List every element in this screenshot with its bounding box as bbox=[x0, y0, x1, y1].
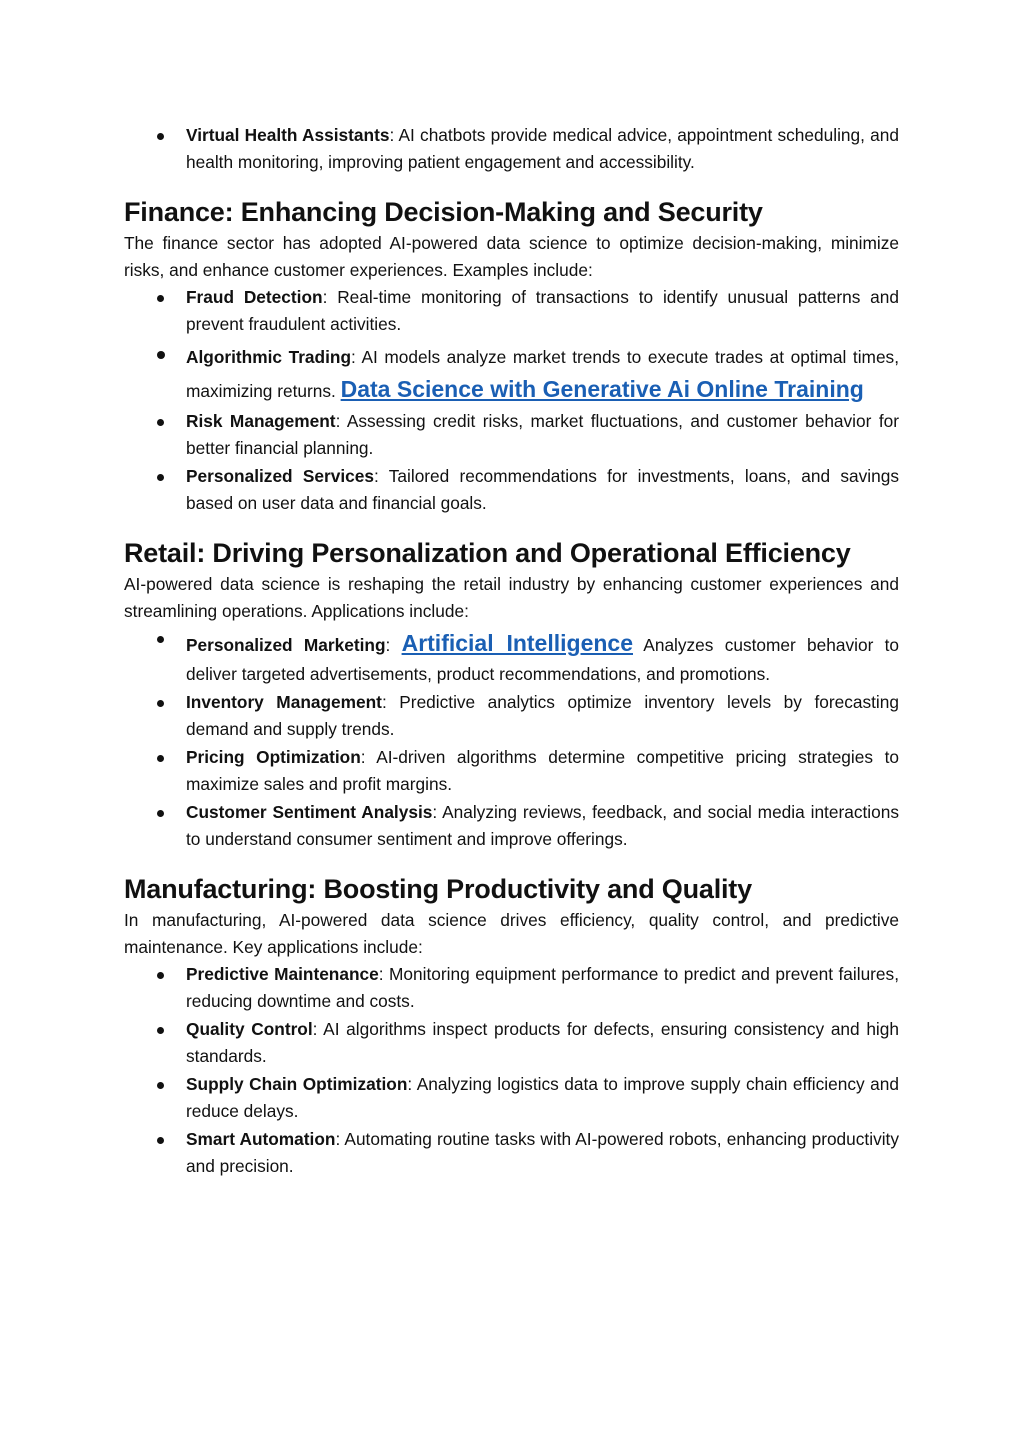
document-page bbox=[124, 122, 899, 1181]
item-text: : Predictive analytics optimize inventory levels by forecasting demand and supply trends. bbox=[186, 692, 899, 739]
section-paragraph-manufacturing: In manufacturing, AI-powered data science drives efficiency, quality control, and predictive maintenance. Key applications include: bbox=[124, 910, 899, 957]
item-term: Supply Chain Optimization bbox=[186, 1074, 408, 1094]
list-item bbox=[124, 799, 899, 853]
list-item bbox=[124, 689, 899, 743]
bullet-icon bbox=[157, 351, 165, 359]
item-term: Inventory Management bbox=[186, 692, 382, 712]
item-text: : Automating routine tasks with AI-powered robots, enhancing productivity and precision. bbox=[186, 1129, 899, 1176]
item-term: Personalized Services bbox=[186, 466, 374, 486]
list-item bbox=[124, 1071, 899, 1125]
section-paragraph-retail: AI-powered data science is reshaping the retail industry by enhancing customer experiences and streamlining operations. Applications include: bbox=[124, 574, 899, 621]
item-separator: : bbox=[385, 635, 391, 655]
artificial-intelligence-link[interactable]: Artificial Intelligence bbox=[401, 630, 633, 656]
item-term: Customer Sentiment Analysis bbox=[186, 802, 433, 822]
bullet-icon bbox=[157, 972, 164, 979]
list-item bbox=[124, 961, 899, 1015]
list-item bbox=[124, 625, 899, 688]
item-text: : Tailored recommendations for investments, loans, and savings based on user data and financial goals. bbox=[186, 466, 899, 513]
item-text: : Assessing credit risks, market fluctuations, and customer behavior for better financial planning. bbox=[186, 411, 899, 458]
bullet-icon bbox=[157, 133, 164, 140]
item-text: : AI chatbots provide medical advice, appointment scheduling, and health monitoring, improving patient engagement and accessibility. bbox=[186, 125, 899, 172]
item-term: Quality Control bbox=[186, 1019, 313, 1039]
section-heading-retail: Retail: Driving Personalization and Operational Efficiency bbox=[124, 538, 851, 568]
retail-list bbox=[124, 625, 899, 853]
bullet-icon bbox=[157, 636, 164, 643]
finance-list bbox=[124, 284, 899, 517]
bullet-icon bbox=[157, 295, 164, 302]
item-text: : AI-driven algorithms determine competitive pricing strategies to maximize sales and profit margins. bbox=[186, 747, 899, 794]
bullet-icon bbox=[157, 1082, 164, 1089]
item-text: : Analyzing logistics data to improve supply chain efficiency and reduce delays. bbox=[186, 1074, 899, 1121]
list-item bbox=[124, 463, 899, 517]
bullet-icon bbox=[157, 474, 164, 481]
item-text: : AI algorithms inspect products for defects, ensuring consistency and high standards. bbox=[186, 1019, 899, 1066]
list-item bbox=[124, 122, 899, 176]
item-text: : Real-time monitoring of transactions to identify unusual patterns and prevent fraudulent activities. bbox=[186, 287, 899, 334]
list-item bbox=[124, 344, 899, 407]
list-item bbox=[124, 284, 899, 338]
item-text: : Analyzing reviews, feedback, and social media interactions to understand consumer sentiment and improve offerings. bbox=[186, 802, 899, 849]
bullet-icon bbox=[157, 1137, 164, 1144]
list-item bbox=[124, 1016, 899, 1070]
training-link[interactable]: Data Science with Generative Ai Online Training bbox=[340, 376, 864, 402]
bullet-icon bbox=[157, 700, 164, 707]
item-term: Personalized Marketing bbox=[186, 635, 386, 655]
item-term: Pricing Optimization bbox=[186, 747, 361, 767]
bullet-icon bbox=[157, 810, 164, 817]
list-item bbox=[124, 1126, 899, 1180]
item-text: : Monitoring equipment performance to predict and prevent failures, reducing downtime and costs. bbox=[186, 964, 899, 1011]
item-term: Fraud Detection bbox=[186, 287, 323, 307]
item-term: Algorithmic Trading bbox=[186, 347, 352, 367]
manufacturing-list bbox=[124, 961, 899, 1180]
list-item bbox=[124, 744, 899, 798]
bullet-icon bbox=[157, 419, 164, 426]
section-paragraph-finance: The finance sector has adopted AI-powered data science to optimize decision-making, minimize risks, and enhance customer experiences. Examples include: bbox=[124, 233, 899, 280]
section-heading-finance: Finance: Enhancing Decision-Making and Security bbox=[124, 197, 763, 227]
bullet-icon bbox=[157, 1027, 164, 1034]
item-term: Predictive Maintenance bbox=[186, 964, 379, 984]
item-term: Risk Management bbox=[186, 411, 336, 431]
list-item bbox=[124, 408, 899, 462]
item-text: : AI models analyze market trends to execute trades at optimal times, maximizing returns. bbox=[186, 347, 899, 401]
item-text: Analyzes customer behavior to deliver targeted advertisements, product recommendations, and promotions. bbox=[186, 635, 899, 684]
section-heading-manufacturing: Manufacturing: Boosting Productivity and Quality bbox=[124, 874, 752, 904]
intro-list bbox=[124, 122, 899, 176]
item-term: Smart Automation bbox=[186, 1129, 336, 1149]
item-term: Virtual Health Assistants bbox=[186, 125, 390, 145]
bullet-icon bbox=[157, 755, 164, 762]
